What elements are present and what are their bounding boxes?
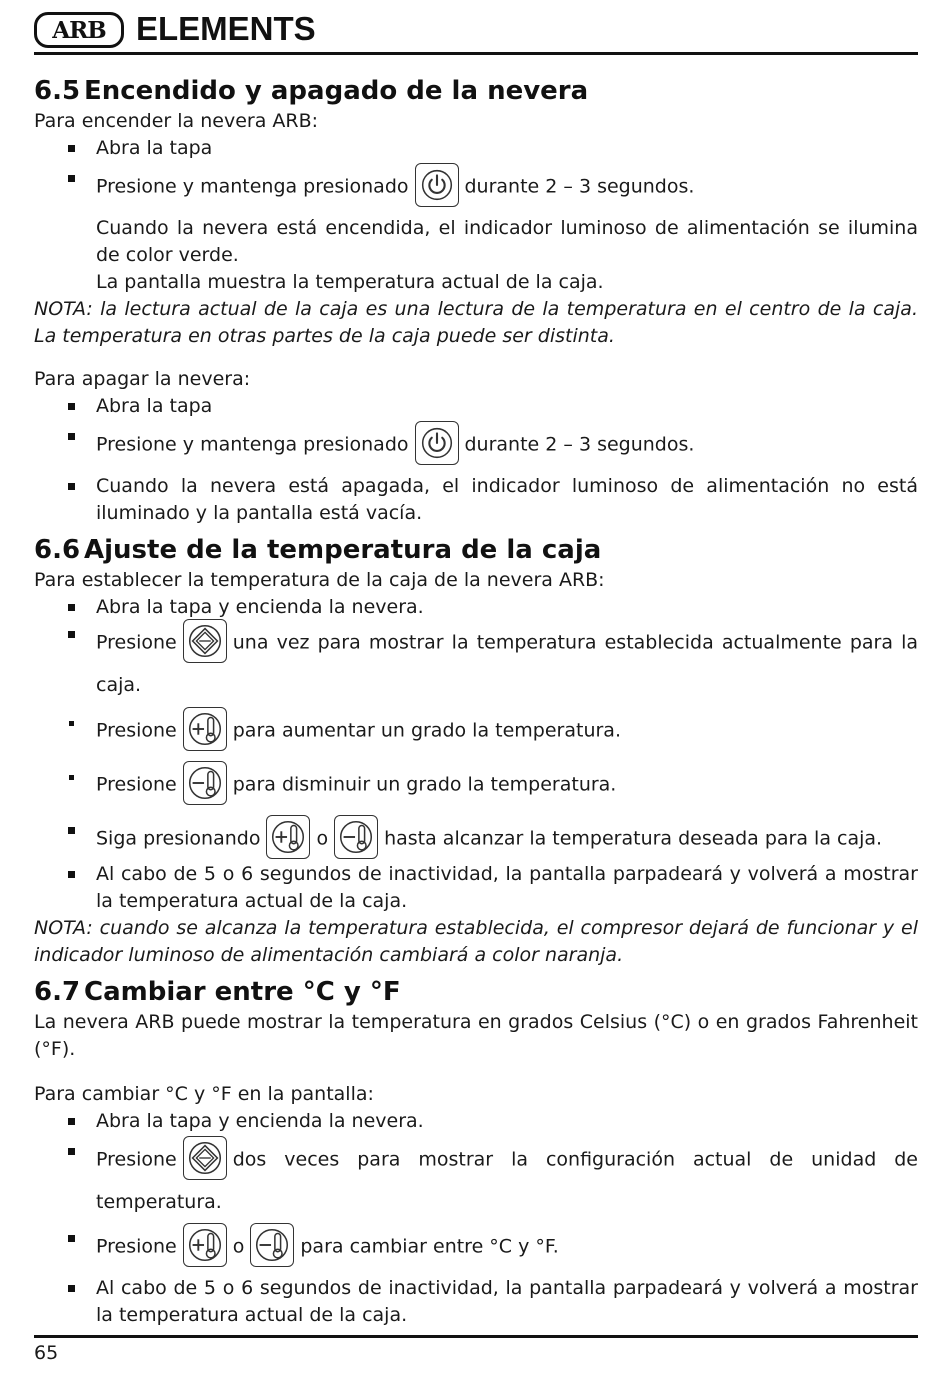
change-units-list bbox=[34, 1108, 918, 1329]
list-item bbox=[34, 1275, 918, 1329]
item-text: Presione bbox=[96, 773, 177, 796]
item-text: durante 2 – 3 segundos. bbox=[464, 175, 695, 198]
header-divider bbox=[34, 52, 918, 55]
item-text: dos veces para mostrar la configuración actual de unidad de temperatura. bbox=[96, 1148, 918, 1213]
list-item bbox=[34, 393, 918, 420]
temp-up-icon bbox=[183, 707, 227, 751]
list-item bbox=[34, 473, 918, 527]
item-text: Abra la tapa bbox=[96, 395, 213, 417]
page-number: 65 bbox=[34, 1342, 59, 1364]
section-title: Ajuste de la temperatura de la caja bbox=[84, 535, 602, 565]
item-text: Abra la tapa y encienda la nevera. bbox=[96, 1110, 424, 1132]
item-text: Presione bbox=[96, 1148, 177, 1171]
temp-up-icon bbox=[183, 1223, 227, 1267]
list-item bbox=[34, 621, 918, 705]
section-6-6 bbox=[34, 533, 918, 969]
intro-power-on: Para encender la nevera ARB: bbox=[34, 110, 319, 132]
set-button-icon bbox=[183, 619, 227, 663]
section-heading bbox=[34, 533, 918, 567]
set-temp-list bbox=[34, 594, 918, 915]
section-number: 6.5 bbox=[34, 76, 81, 106]
item-text: Presione bbox=[96, 1235, 177, 1258]
item-text: Abra la tapa bbox=[96, 137, 213, 159]
page-header bbox=[34, 8, 918, 52]
list-item bbox=[34, 709, 918, 753]
item-text: hasta alcanzar la temperatura deseada para la caja. bbox=[384, 827, 883, 850]
power-on-result: Cuando la nevera está encendida, el indicador luminoso de alimentación se ilumina de color verde. bbox=[96, 217, 918, 266]
intro-units: La nevera ARB puede mostrar la temperatura en grados Celsius (°C) o en grados Fahrenheit (°F). bbox=[34, 1011, 918, 1060]
item-text: Presione y mantenga presionado bbox=[96, 175, 409, 198]
item-text: Al cabo de 5 o 6 segundos de inactividad, la pantalla parpadeará y volverá a mostrar la temperatura actual de la caja. bbox=[96, 1277, 918, 1326]
note-text: NOTA: cuando se alcanza la temperatura establecida, el compresor dejará de funcionar y el indicador luminoso de alimentación cambiará a color naranja. bbox=[34, 917, 918, 966]
list-item bbox=[34, 135, 918, 162]
temp-up-icon bbox=[266, 815, 310, 859]
section-title: Encendido y apagado de la nevera bbox=[84, 76, 589, 106]
item-text: Presione bbox=[96, 631, 177, 654]
section-heading bbox=[34, 74, 918, 108]
list-item bbox=[34, 594, 918, 621]
power-button-icon bbox=[415, 421, 459, 465]
item-text: Cuando la nevera está apagada, el indicador luminoso de alimentación no está iluminado y la pantalla está vacía. bbox=[96, 475, 918, 524]
power-on-list bbox=[34, 135, 918, 209]
footer-divider bbox=[34, 1335, 918, 1338]
intro-power-off: Para apagar la nevera: bbox=[34, 368, 251, 390]
item-text: Siga presionando bbox=[96, 827, 261, 850]
item-text: durante 2 – 3 segundos. bbox=[464, 433, 695, 456]
temp-down-icon bbox=[334, 815, 378, 859]
section-number: 6.6 bbox=[34, 535, 81, 565]
set-button-icon bbox=[183, 1136, 227, 1180]
logo-text: ARB bbox=[52, 16, 106, 44]
item-text: Presione y mantenga presionado bbox=[96, 433, 409, 456]
list-item bbox=[34, 423, 918, 467]
item-text: Abra la tapa y encienda la nevera. bbox=[96, 596, 424, 618]
list-item bbox=[34, 1108, 918, 1135]
note-text: NOTA: la lectura actual de la caja es una lectura de la temperatura en el centro de la caja. La temperatura en otras partes de la caja puede ser distinta. bbox=[34, 298, 918, 347]
list-item bbox=[34, 165, 918, 209]
item-text: o bbox=[316, 827, 329, 850]
intro-change-units: Para cambiar °C y °F en la pantalla: bbox=[34, 1083, 374, 1105]
temp-down-icon bbox=[183, 761, 227, 805]
item-text: o bbox=[232, 1235, 245, 1258]
arb-logo bbox=[34, 12, 124, 48]
manual-page bbox=[34, 8, 918, 1329]
item-text: para disminuir un grado la temperatura. bbox=[232, 773, 617, 796]
section-heading bbox=[34, 975, 918, 1009]
section-6-5 bbox=[34, 74, 918, 527]
display-info: La pantalla muestra la temperatura actual de la caja. bbox=[96, 271, 604, 293]
list-item bbox=[34, 861, 918, 915]
section-6-7 bbox=[34, 975, 918, 1329]
brand-title: ELEMENTS bbox=[136, 10, 316, 47]
power-button-icon bbox=[415, 163, 459, 207]
item-text: para cambiar entre °C y °F. bbox=[300, 1235, 559, 1258]
item-text: para aumentar un grado la temperatura. bbox=[232, 719, 621, 742]
power-off-list bbox=[34, 393, 918, 527]
list-item bbox=[34, 763, 918, 807]
item-text: Al cabo de 5 o 6 segundos de inactividad, la pantalla parpadeará y volverá a mostrar la temperatura actual de la caja. bbox=[96, 863, 918, 912]
list-item bbox=[34, 817, 918, 861]
item-text: una vez para mostrar la temperatura establecida actualmente para la caja. bbox=[96, 631, 918, 696]
section-number: 6.7 bbox=[34, 977, 81, 1007]
temp-down-icon bbox=[250, 1223, 294, 1267]
intro-set-temp: Para establecer la temperatura de la caja de la nevera ARB: bbox=[34, 569, 605, 591]
list-item bbox=[34, 1225, 918, 1269]
list-item bbox=[34, 1138, 918, 1222]
section-title: Cambiar entre °C y °F bbox=[84, 977, 401, 1007]
item-text: Presione bbox=[96, 719, 177, 742]
